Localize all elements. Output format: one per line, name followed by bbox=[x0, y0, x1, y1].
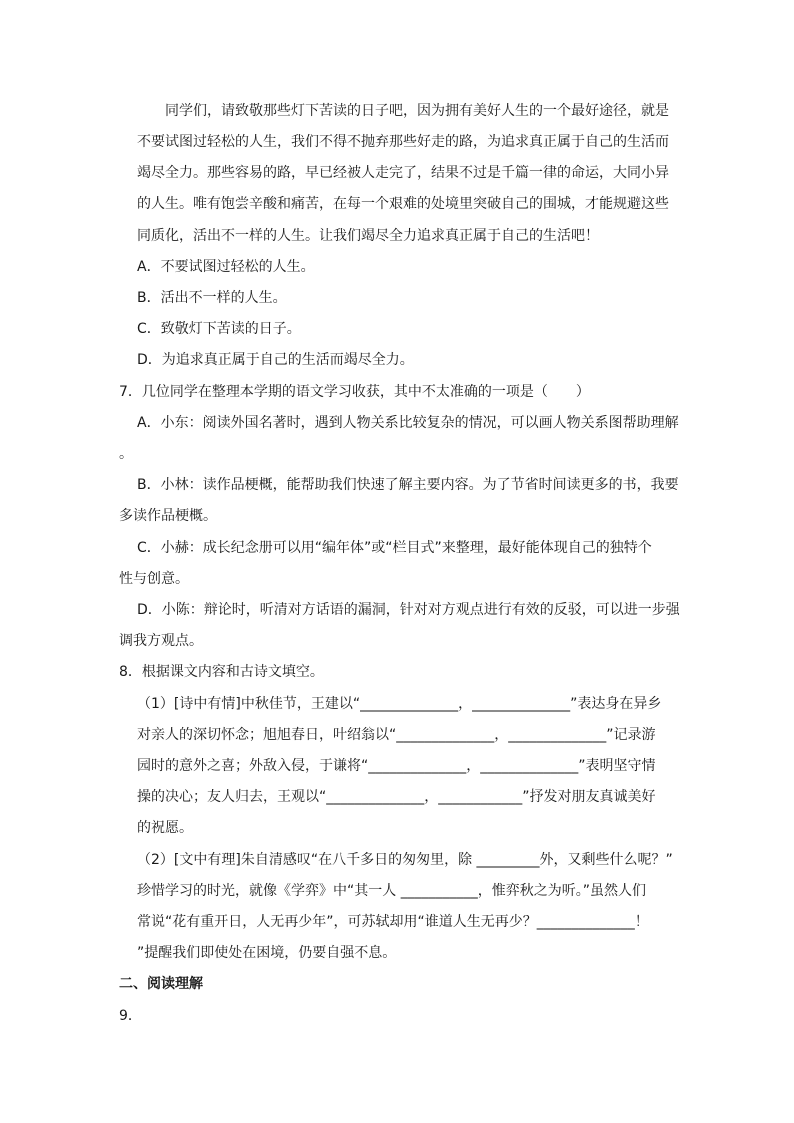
q8-part1-line-2: 对亲人的深切怀念；旭旭春日，叶绍翁以“______________，______________”记录游 bbox=[137, 727, 656, 743]
q7-option-a-line-2: 。 bbox=[119, 446, 133, 462]
q8-part1-line-3: 园时的意外之喜；外敌入侵，于谦将“______________，______________”表明坚守情 bbox=[137, 758, 656, 774]
passage-line-2: 不要试图过轻松的人生，我们不得不抛弃那些好走的路，为追求真正属于自己的生活而 bbox=[137, 134, 669, 150]
q8-part1-line-5: 的祝愿。 bbox=[137, 820, 193, 836]
q8-stem: 8．根据课文内容和古诗文填空。 bbox=[119, 664, 324, 680]
q8-part2-line-3: 常说“花有重开日，人无再少年”，可苏轼却用“谁道人生无再少？______________！ bbox=[137, 914, 649, 930]
q8-part1-line-1: （1）[诗中有情]中秋佳节，王建以“______________，______________”表达身在异乡 bbox=[137, 696, 662, 712]
q7-option-d-line-1: D．小陈：辩论时，听清对方话语的漏洞，针对对方观点进行有效的反驳，可以进一步强 bbox=[137, 602, 680, 618]
q9-number: 9． bbox=[119, 1008, 142, 1024]
q6-option-a: A．不要试图过轻松的人生。 bbox=[137, 259, 315, 275]
q7-option-c-line-1: C．小赫：成长纪念册可以用“编年体”或“栏目式”来整理，最好能体现自己的独特个 bbox=[137, 540, 652, 556]
passage-line-1: 同学们，请致敬那些灯下苦读的日子吧，因为拥有美好人生的一个最好途径，就是 bbox=[165, 103, 669, 119]
q8-part2-line-1: （2）[文中有理]朱自清感叹“在八千多日的匆匆里，除 _________外，又剩些什么呢？” bbox=[137, 852, 673, 868]
q6-option-c: C．致敬灯下苦读的日子。 bbox=[137, 321, 301, 337]
passage-line-4: 的人生。唯有饱尝辛酸和痛苦，在每一个艰难的处境里突破自己的围城，才能规避这些 bbox=[137, 196, 669, 212]
passage-line-3: 竭尽全力。那些容易的路，早已经被人走完了，结果不过是千篇一律的命运，大同小异 bbox=[137, 165, 669, 181]
q7-option-b-line-2: 多读作品梗概。 bbox=[119, 508, 217, 524]
passage-line-5: 同质化，活出不一样的人生。让我们竭尽全力追求真正属于自己的生活吧！ bbox=[137, 228, 599, 244]
section-heading-reading: 二、阅读理解 bbox=[119, 976, 203, 992]
q8-part2-line-2: 珍惜学习的时光，就像《学弈》中“其一人 ___________，惟弈秋之为听。”虽然人们 bbox=[137, 883, 646, 899]
q6-option-d: D．为追求真正属于自己的生活而竭尽全力。 bbox=[137, 352, 414, 368]
q7-option-a-line-1: A．小东：阅读外国名著时，遇到人物关系比较复杂的情况，可以画人物关系图帮助理解 bbox=[137, 415, 679, 431]
q6-option-b: B．活出不一样的人生。 bbox=[137, 290, 287, 306]
q7-option-c-line-2: 性与创意。 bbox=[119, 571, 189, 587]
q8-part1-line-4: 操的决心；友人归去，王观以“______________，____________”抒发对朋友真诚美好 bbox=[137, 789, 656, 805]
q8-part2-line-4: ”提醒我们即使处在困境，仍要自强不息。 bbox=[137, 945, 397, 961]
q7-option-d-line-2: 调我方观点。 bbox=[119, 633, 203, 649]
q7-option-b-line-1: B．小林：读作品梗概，能帮助我们快速了解主要内容。为了节省时间读更多的书，我要 bbox=[137, 477, 679, 493]
q7-stem: 7．几位同学在整理本学期的语文学习收获，其中不太准确的一项是（ ） bbox=[119, 384, 590, 400]
